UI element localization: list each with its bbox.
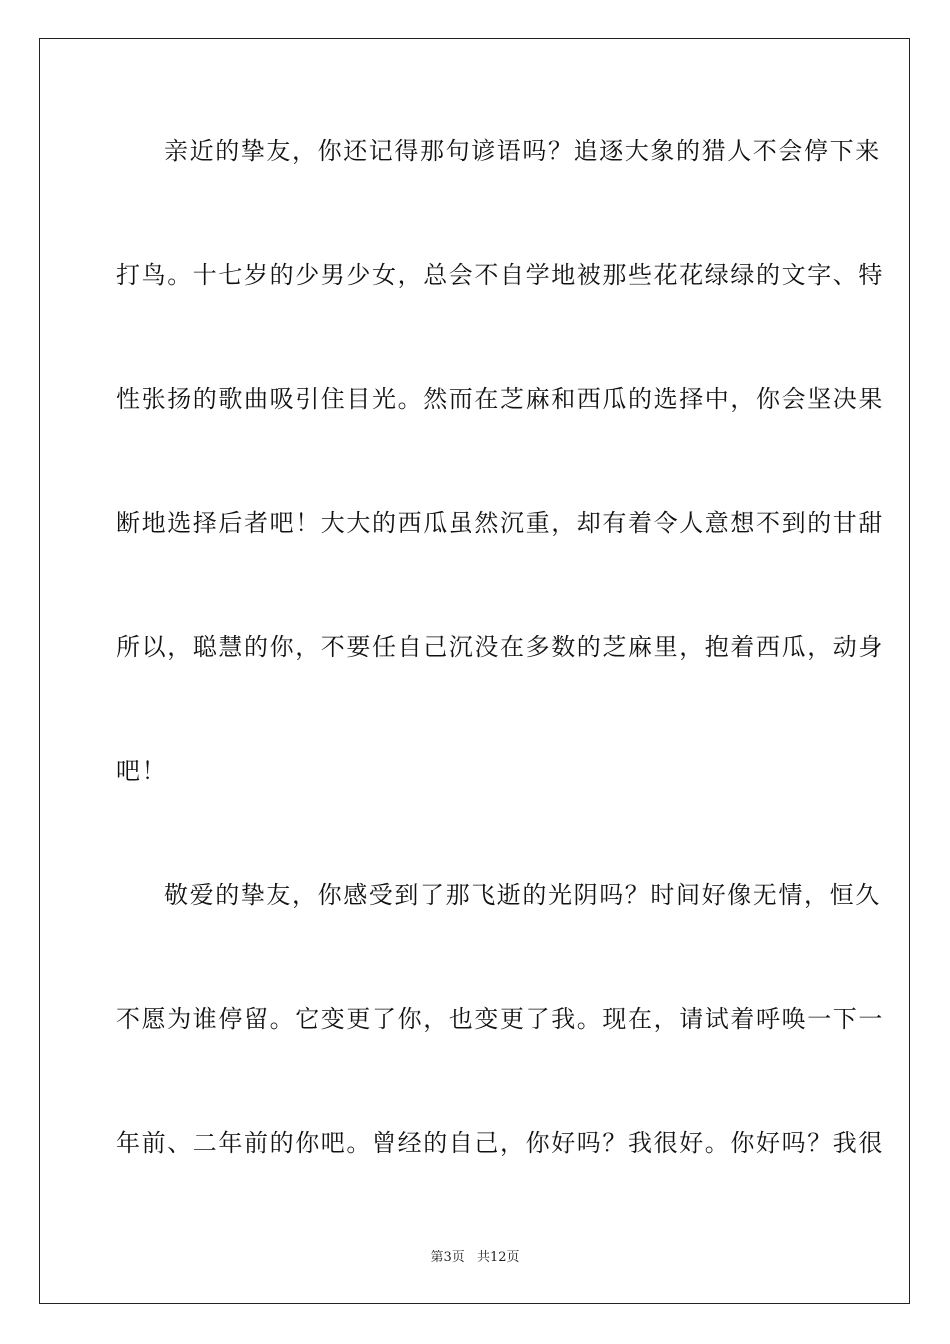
paragraph-1-line-2: 打鸟。十七岁的少男少女，总会不自学地被那些花花绿绿的文字、特 xyxy=(116,261,884,289)
paragraph-1-line-5: 所以，聪慧的你，不要任自己沉没在多数的芝麻里，抱着西瓜，动身 xyxy=(116,633,884,661)
total-pages: 共12页 xyxy=(476,1250,520,1265)
paragraph-2-line-2: 不愿为谁停留。它变更了你，也变更了我。现在，请试着呼唤一下一 xyxy=(116,1005,884,1033)
paragraph-1-line-1: 亲近的挚友，你还记得那句谚语吗？追逐大象的猎人不会停下来 xyxy=(164,137,881,165)
paragraph-1-line-4: 断地选择后者吧！大大的西瓜虽然沉重，却有着令人意想不到的甘甜 xyxy=(116,509,884,537)
page-number: 第3页 xyxy=(430,1250,465,1265)
paragraph-1-line-6: 吧！ xyxy=(116,757,168,785)
paragraph-2-line-3: 年前、二年前的你吧。曾经的自己，你好吗？我很好。你好吗？我很 xyxy=(116,1129,884,1157)
page-footer xyxy=(0,1246,950,1265)
page-border xyxy=(39,38,910,1304)
paragraph-2-line-1: 敬爱的挚友，你感受到了那飞逝的光阴吗？时间好像无情，恒久 xyxy=(164,881,881,909)
paragraph-1-line-3: 性张扬的歌曲吸引住目光。然而在芝麻和西瓜的选择中，你会坚决果 xyxy=(116,385,884,413)
